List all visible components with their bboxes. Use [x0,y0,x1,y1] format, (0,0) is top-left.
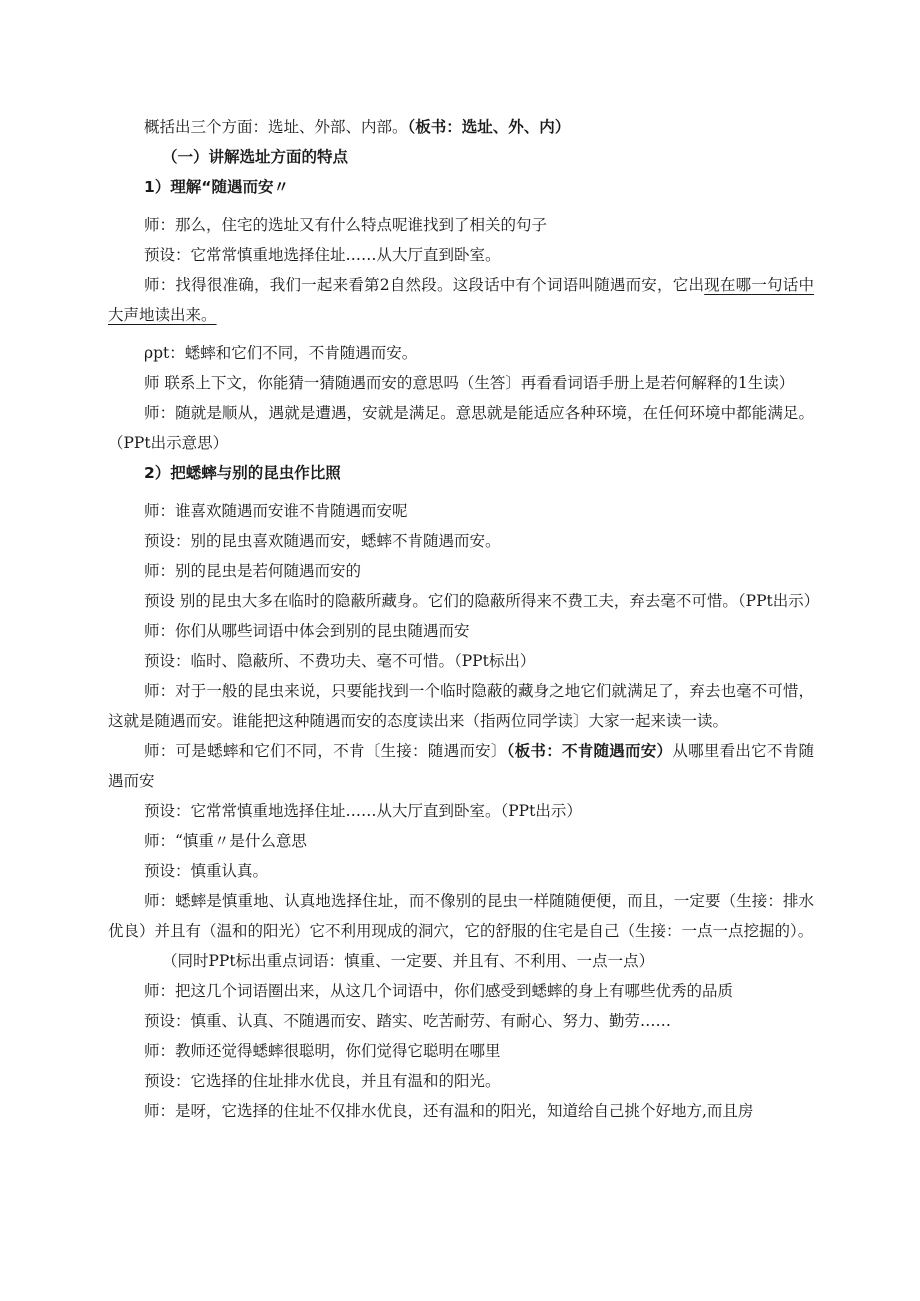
paragraph: 师：教师还觉得蟋蟀很聪明，你们觉得它聪明在哪里 [144,1042,501,1060]
paragraph [108,736,814,796]
paragraph-text: 师：找得很准确，我们一起来看第2自然段。这段话中有个词语叫随遇而安，它出 [144,276,705,294]
subheading-2: 2）把蟋蟀与别的昆虫作比照 [144,464,341,482]
paragraph-summary [108,112,814,142]
paragraph: 预设 别的昆虫大多在临时的隐蔽所藏身。它们的隐蔽所得来不费工夫，弃去毫不可惜。（PPt出示） [144,592,820,610]
paragraph: 师：随就是顺从，遇就是遭遇，安就是满足。意思就是能适应各种环境，在任何环境中都能满足。（PPt出示意思） [108,404,814,452]
paragraph: 师：你们从哪些词语中体会到别的昆虫随遇而安 [144,622,470,640]
section-heading-site: （一）讲解选址方面的特点 [162,148,349,166]
paragraph: 师：把这几个词语圈出来，从这几个词语中，你们感受到蟋蟀的身上有哪些优秀的品质 [144,982,734,1000]
paragraph: 预设：慎重认真。 [144,862,269,880]
paragraph: 预设：它选择的住址排水优良，并且有温和的阳光。 [144,1072,501,1090]
summary-text: 概括出三个方面：选址、外部、内部。 [144,118,408,136]
underlined-text: 现在哪 [704,276,752,294]
paragraph: 师：那么，住宅的选址又有什么特点呢谁找到了相关的句子 [144,216,548,234]
paragraph: 师：“慎重〃是什么意思 [144,832,307,850]
paragraph [108,270,814,330]
paragraph: ρpt：蟋蟀和它们不同，不肯随遇而安。 [144,344,418,362]
blackboard-note: （板书：不肯随遇而安） [506,742,673,760]
paragraph: 师：蟋蟀是慎重地、认真地选择住址，而不像别的昆虫一样随随便便，而且，一定要（生接：排水优良）并且有（温和的阳光）它不利用现成的洞穴，它的舒服的住宅是自己（生接：一点一点挖掘的）。 [108,892,814,940]
subheading-1: 1）理解“随遇而安〃 [144,178,289,196]
paragraph: 预设：慎重、认真、不随遇而安、踏实、吃苦耐劳、有耐心、努力、勤劳…… [144,1012,672,1030]
paragraph: 师：谁喜欢随遇而安谁不肯随遇而安呢 [144,502,408,520]
paragraph: 预设：它常常慎重地选择住址……从大厅直到卧室。 [144,246,501,264]
paragraph: 预设：它常常慎重地选择住址……从大厅直到卧室。（PPt出示） [144,802,582,820]
paragraph: 预设：别的昆虫喜欢随遇而安，蟋蟀不肯随遇而安。 [144,532,501,550]
underlined-text: 一句话中大声地读出来。 [108,276,814,324]
paragraph-text: 从哪里看出它不肯随遇而安 [108,742,814,790]
paragraph: 师：对于一般的昆虫来说，只要能找到一个临时隐蔽的藏身之地它们就满足了，弃去也毫不可惜，这就是随遇而安。谁能把这种随遇而安的态度读出来（指两位同学读〕大家一起来读一读。 [108,682,814,730]
paragraph: 师：别的昆虫是若何随遇而安的 [144,562,362,580]
paragraph: 预设：临时、隐蔽所、不费功夫、毫不可惜。（PPt标出） [144,652,536,670]
paragraph-text: 师：可是蟋蟀和它们不同，不肯〔生接：随遇而安〕 [144,742,507,760]
paragraph: 师：是呀，它选择的住址不仅排水优良，还有温和的阳光，知道给自己挑个好地方,而且房 [144,1102,754,1120]
paragraph: （同时PPt标出重点词语：慎重、一定要、并且有、不利用、一点一点） [162,952,655,970]
document-page [108,112,820,1126]
paragraph: 师 联系上下文，你能猜一猜随遇而安的意思吗（生答〕再看看词语手册上是若何解释的1生读） [144,374,795,392]
blackboard-note: （板书：选址、外、内） [407,118,571,136]
